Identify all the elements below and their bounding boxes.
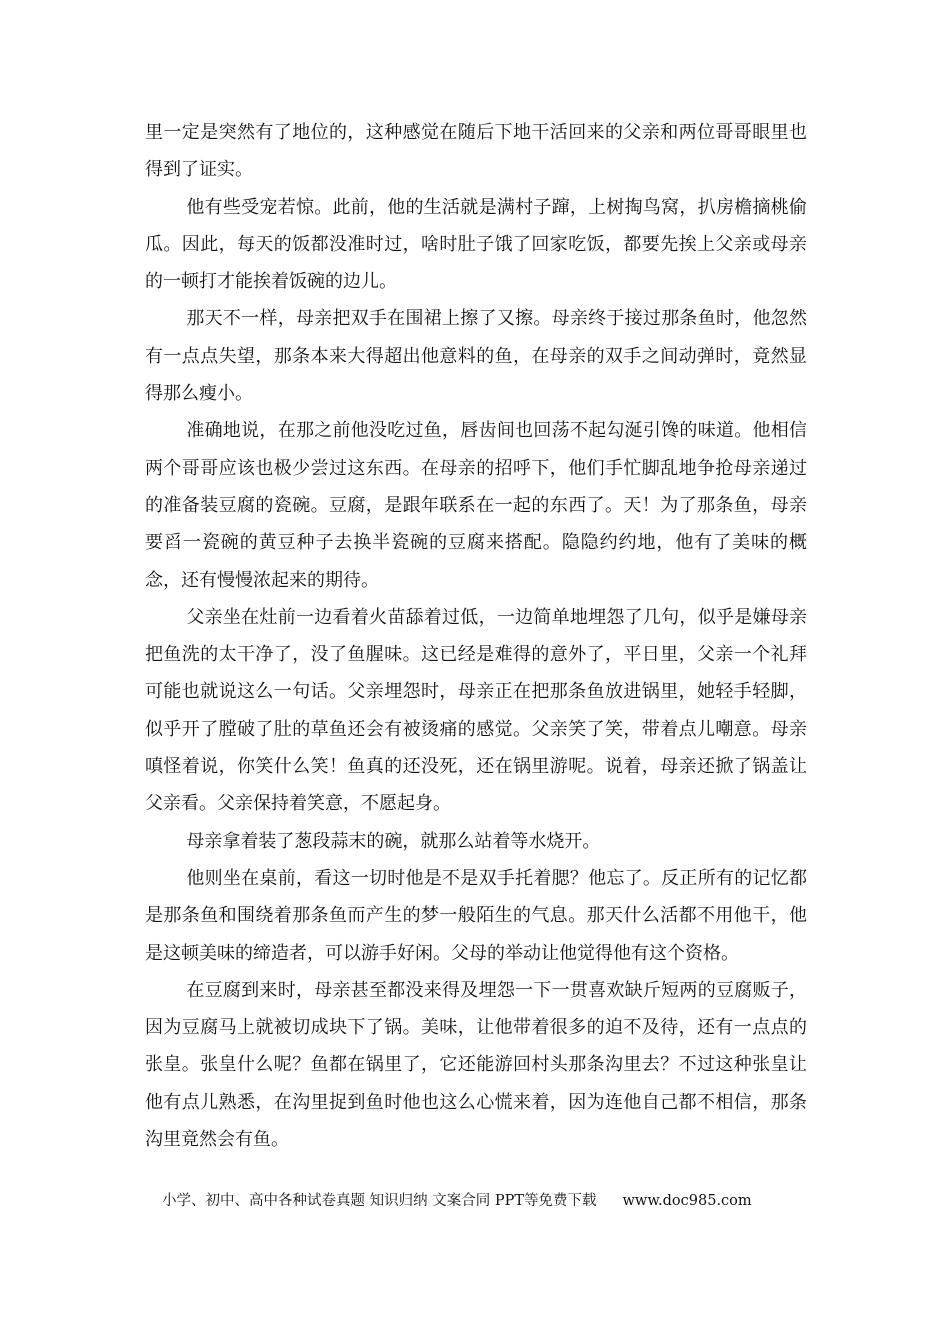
footer-text: 小学、初中、高中各种试卷真题 知识归纳 文案合同 PPT等免费下载	[162, 1193, 597, 1209]
paragraph-2: 他有些受宠若惊。此前，他的生活就是满村子蹿，上树掏鸟窝，扒房檐摘桃偷瓜。因此，每天的饭都没准时过，啥时肚子饿了回家吃饭，都要先挨上父亲或母亲的一顿打才能挨着饭碗的边儿。	[145, 196, 807, 293]
paragraph-5: 父亲坐在灶前一边看着火苗舔着过低，一边简单地埋怨了几句，似乎是嫌母亲把鱼洗的太干净了，没了鱼腥味。这已经是难得的意外了，平日里，父亲一个礼拜可能也就说这么一句话。父亲埋怨时，母亲正在把那条鱼放进锅里，她轻手轻脚，似乎开了膛破了肚的草鱼还会有被烫痛的感觉。父亲笑了笑，带着点儿嘲意。母亲嗔怪着说，你笑什么笑！鱼真的还没死，还在锅里游呢。说着，母亲还掀了锅盖让父亲看。父亲保持着笑意，不愿起身。	[145, 606, 807, 815]
footer-url: www.doc985.com	[622, 1193, 752, 1209]
page-footer	[162, 1189, 802, 1210]
document-body	[145, 114, 807, 1158]
paragraph-1: 里一定是突然有了地位的，这种感觉在随后下地干活回来的父亲和两位哥哥眼里也得到了证实。	[145, 122, 807, 181]
paragraph-6: 母亲拿着装了葱段蒜末的碗，就那么站着等水烧开。	[186, 830, 601, 852]
paragraph-4: 准确地说，在那之前他没吃过鱼，唇齿间也回荡不起勾涎引馋的味道。他相信两个哥哥应该也极少尝过这东西。在母亲的招呼下，他们手忙脚乱地争抢母亲递过的准备装豆腐的瓷碗。豆腐，是跟年联系在一起的东西了。天！为了那条鱼，母亲要舀一瓷碗的黄豆种子去换半瓷碗的豆腐来搭配。隐隐约约地，他有了美味的概念，还有慢慢浓起来的期待。	[145, 420, 807, 591]
paragraph-3: 那天不一样，母亲把双手在围裙上擦了又擦。母亲终于接过那条鱼时，他忽然有一点点失望，那条本来大得超出他意料的鱼，在母亲的双手之间动弹时，竟然显得那么瘦小。	[145, 308, 807, 405]
paragraph-7: 他则坐在桌前，看这一切时他是不是双手托着腮？他忘了。反正所有的记忆都是那条鱼和围绕着那条鱼而产生的梦一般陌生的气息。那天什么活都不用他干，他是这顿美味的缔造者，可以游手好闲。父母的举动让他觉得他有这个资格。	[145, 867, 807, 964]
paragraph-8: 在豆腐到来时，母亲甚至都没来得及埋怨一下一贯喜欢缺斤短两的豆腐贩子，因为豆腐马上就被切成块下了锅。美味，让他带着很多的迫不及待，还有一点点的张皇。张皇什么呢？鱼都在锅里了，它还能游回村头那条沟里去？不过这种张皇让他有点儿熟悉，在沟里捉到鱼时他也这么心慌来着，因为连他自己都不相信，那条沟里竟然会有鱼。	[145, 979, 807, 1151]
